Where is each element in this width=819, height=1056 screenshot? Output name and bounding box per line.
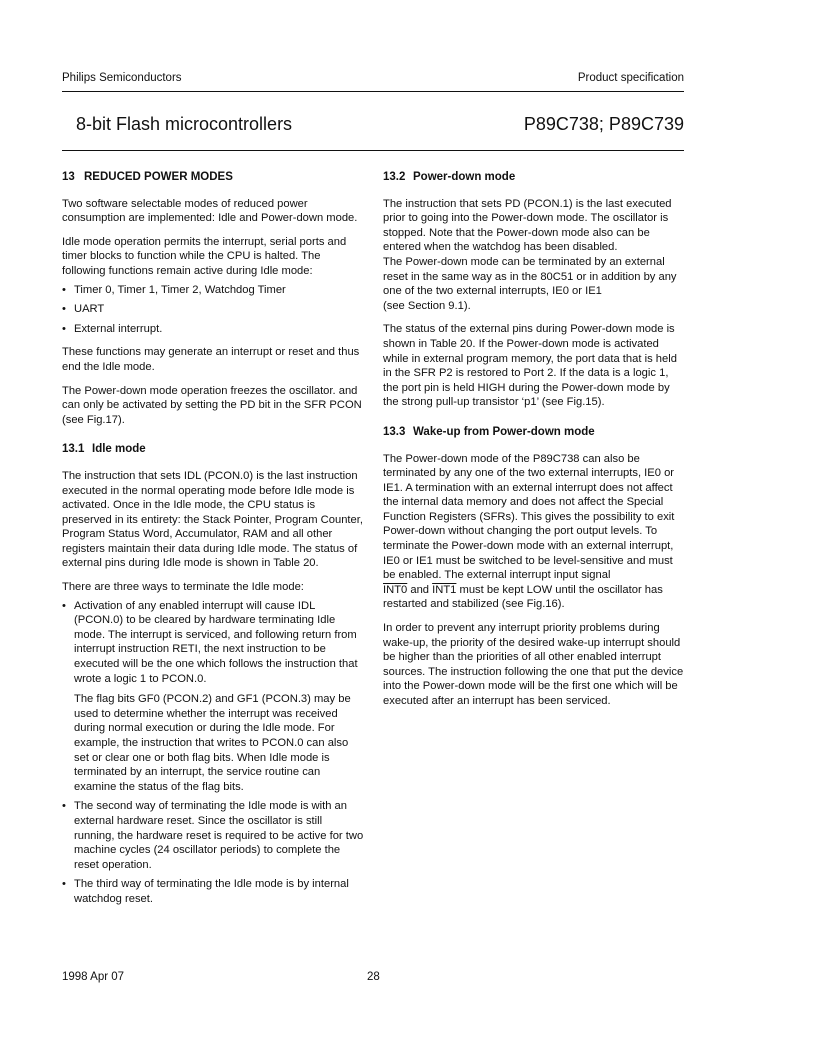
section-title: Power-down mode: [413, 171, 516, 183]
section-number: 13.3: [383, 425, 406, 438]
paragraph-text: and: [407, 583, 433, 596]
list-item: • Timer 0, Timer 1, Timer 2, Watchdog Timer: [62, 283, 364, 298]
list-item-paragraph: • Activation of any enabled interrupt will cause IDL (PCON.0) to be cleared by hardware terminating Idle mode. The interrupt is serviced, and following return from interrupt instruction RETI, the next instruction to be executed will be the one which follows the instruction that wrote a logic 1 to PCON.0.: [74, 599, 358, 685]
paragraph: In order to prevent any interrupt priority problems during wake-up, the priority of the desired wake-up interrupt should be higher than the priorities of all other enabled interrupt sources. The instruction following the one that put the device into the Power-down mode will be the first one which will be executed after an interrupt has been serviced.: [383, 622, 684, 707]
section-heading-13-1: [62, 442, 364, 457]
footer-date: 1998 Apr 07: [62, 971, 125, 983]
paragraph: The instruction that sets IDL (PCON.0) is the last instruction executed in the normal operating mode before Idle mode is activated. Once in the Idle mode, the CPU status is preserved in its entirety: the Stack Pointer, Program Counter, Program Status Word, Accumulator, RAM and all other registers maintain their data during Idle mode. The status of external pins during Idle mode is shown in Table 20.: [62, 469, 363, 570]
signal-int0: INT0: [383, 583, 408, 596]
section-number: 13: [62, 171, 75, 183]
paragraph-text: (see Section 9.1).: [383, 299, 471, 312]
section-title: Idle mode: [92, 443, 146, 456]
list-item: • External interrupt.: [62, 322, 364, 337]
list-item: • UART: [62, 302, 364, 317]
paragraph-text: The Power-down mode can be terminated by an external reset in the same way as in the 80C51 or in addition by any one of the two external interrupts, IE0 or IE1: [383, 255, 677, 298]
paragraph: There are three ways to terminate the Idle mode:: [62, 581, 304, 594]
paragraph: The Power-down mode operation freezes the oscillator. and can only be activated by setting the PD bit in the SFR PCON (see Fig.17).: [62, 384, 362, 426]
part-numbers: P89C738; P89C739: [523, 114, 684, 134]
section-number: 13.2: [383, 171, 406, 183]
list-item: • The third way of terminating the Idle mode is by internal watchdog reset.: [62, 877, 364, 906]
list-item: [62, 599, 364, 795]
header-rule-top: [62, 91, 684, 92]
paragraph: Idle mode operation permits the interrupt, serial ports and timer blocks to function while the CPU is halted. The following functions remain active during Idle mode:: [62, 235, 347, 277]
page-number: 28: [367, 971, 380, 983]
right-column: [383, 170, 686, 718]
paragraph-text: The instruction that sets PD (PCON.1) is the last executed prior to going into the Power-down mode. The oscillator is stopped. Note that the Power-down mode also can be entered when the watchdog has been disabled.: [383, 197, 672, 254]
paragraph: These functions may generate an interrupt or reset and thus end the Idle mode.: [62, 346, 360, 373]
company-name: Philips Semiconductors: [62, 72, 182, 84]
section-title: REDUCED POWER MODES: [84, 171, 233, 183]
active-functions-list: [62, 283, 364, 337]
paragraph-text: must be kept LOW until the oscillator has restarted and stabilized (see Fig.16).: [383, 583, 663, 611]
document-type: Product specification: [577, 72, 684, 84]
header-rule-bottom: [62, 150, 684, 151]
section-number: 13.1: [62, 443, 85, 456]
paragraph-text: The Power-down mode of the P89C738 can also be terminated by any one of the two external interrupts, IE0 or IE1. A termination with an external interrupt does not affect the internal data memory and does not affect the Special Function Registers (SFRs). This gives the possibility to exit Power-down without changing the port output levels. To terminate the Power-down mode with an external interrupt, IE0 or IE1 must be switched to be level-sensitive and must be enabled. The external interrupt input signal: [383, 452, 675, 582]
section-heading-13-3: [383, 425, 686, 440]
left-column: [62, 170, 364, 916]
signal-int1: INT1: [432, 583, 457, 596]
list-item-paragraph: The flag bits GF0 (PCON.2) and GF1 (PCON.3) may be used to determine whether the interrupt was received during normal execution or during the Idle mode. For example, the instruction that writes to PCON.0 can also set or clear one or both flag bits. When Idle mode is terminated by an interrupt, the service routine can examine the status of the flag bits.: [74, 693, 351, 793]
paragraph: [383, 452, 686, 613]
section-heading-13-2: [383, 170, 686, 185]
list-item: • The second way of terminating the Idle mode is with an external hardware reset. Since the oscillator is still running, the hardware reset is required to be active for two machine cycles (24 oscillator periods) to complete the reset operation.: [62, 799, 364, 872]
document-title: 8-bit Flash microcontrollers: [76, 114, 293, 134]
paragraph: [383, 197, 686, 314]
paragraph: The status of the external pins during Power-down mode is shown in Table 20. If the Power-down mode is activated while in external program memory, the port data that is held in the SFR P2 is restored to Port 2. If the data is a logic 1, the port pin is held HIGH during the Power-down mode by the strong pull-up transistor ‘p1’ (see Fig.15).: [383, 323, 677, 409]
section-title: Wake-up from Power-down mode: [413, 425, 595, 438]
section-heading-13: [62, 170, 364, 185]
terminate-idle-list: [62, 599, 364, 907]
paragraph: Two software selectable modes of reduced power consumption are implemented: Idle and Power-down mode.: [62, 197, 358, 225]
